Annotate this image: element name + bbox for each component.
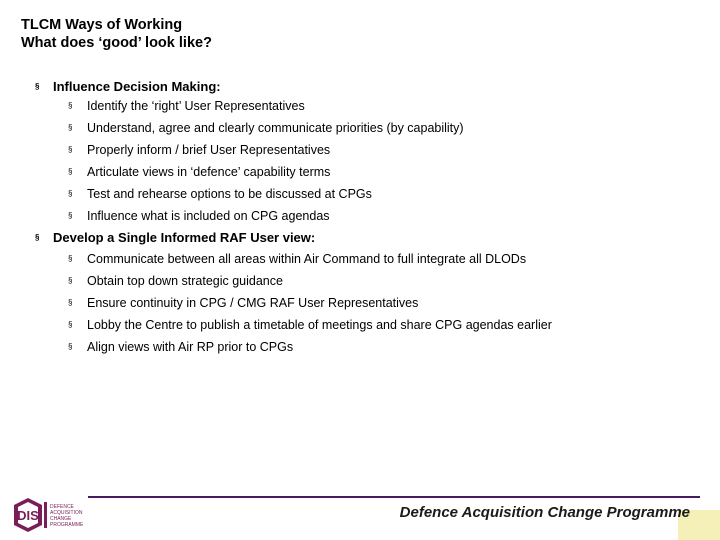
list-item-text: Test and rehearse options to be discussed at CPGs (87, 187, 372, 201)
list-item-text: Lobby the Centre to publish a timetable of meetings and share CPG agendas earlier (87, 318, 552, 332)
dis-logo (14, 496, 88, 534)
logo-subtext-1: DEFENCE (50, 504, 74, 510)
bullet-icon: § (68, 254, 73, 263)
bullet-icon: § (68, 342, 73, 351)
logo-text: DIS (17, 508, 39, 523)
bullet-icon: § (68, 101, 73, 110)
bullet-icon: § (68, 167, 73, 176)
title-line-1: TLCM Ways of Working (21, 17, 183, 33)
list-item-text: Influence what is included on CPG agendas (87, 209, 330, 223)
logo-subtext-4: PROGRAMME (50, 522, 84, 528)
list-item-text: Obtain top down strategic guidance (87, 274, 283, 288)
bullet-icon: § (68, 211, 73, 220)
bullet-icon: § (68, 320, 73, 329)
title-line-2: What does ‘good’ look like? (21, 35, 212, 51)
list-item-text: Articulate views in ‘defence’ capability terms (87, 165, 331, 179)
bullet-icon: § (68, 145, 73, 154)
logo-subtext-2: ACQUISITION (50, 510, 83, 516)
list-item-text: Understand, agree and clearly communicate priorities (by capability) (87, 121, 464, 135)
footer-rule (88, 496, 700, 498)
section-heading: Develop a Single Informed RAF User view: (53, 230, 316, 245)
list-item-text: Properly inform / brief User Representatives (87, 143, 331, 157)
bullet-icon: § (68, 276, 73, 285)
list-item-text: Align views with Air RP prior to CPGs (87, 340, 294, 354)
bullet-icon: § (35, 82, 40, 91)
bullet-icon: § (35, 233, 40, 242)
list-item-text: Ensure continuity in CPG / CMG RAF User Representatives (87, 296, 419, 310)
slide-title (21, 16, 212, 52)
logo-subtext-3: CHANGE (50, 516, 72, 522)
list-item-text: Identify the ‘right’ User Representatives (87, 99, 305, 113)
section-heading: Influence Decision Making: (53, 79, 221, 94)
bullet-icon: § (68, 123, 73, 132)
bullet-icon: § (68, 189, 73, 198)
list-item-text: Communicate between all areas within Air Command to full integrate all DLODs (87, 252, 527, 266)
footer-title: Defence Acquisition Change Programme (399, 504, 690, 521)
bullet-icon: § (68, 298, 73, 307)
